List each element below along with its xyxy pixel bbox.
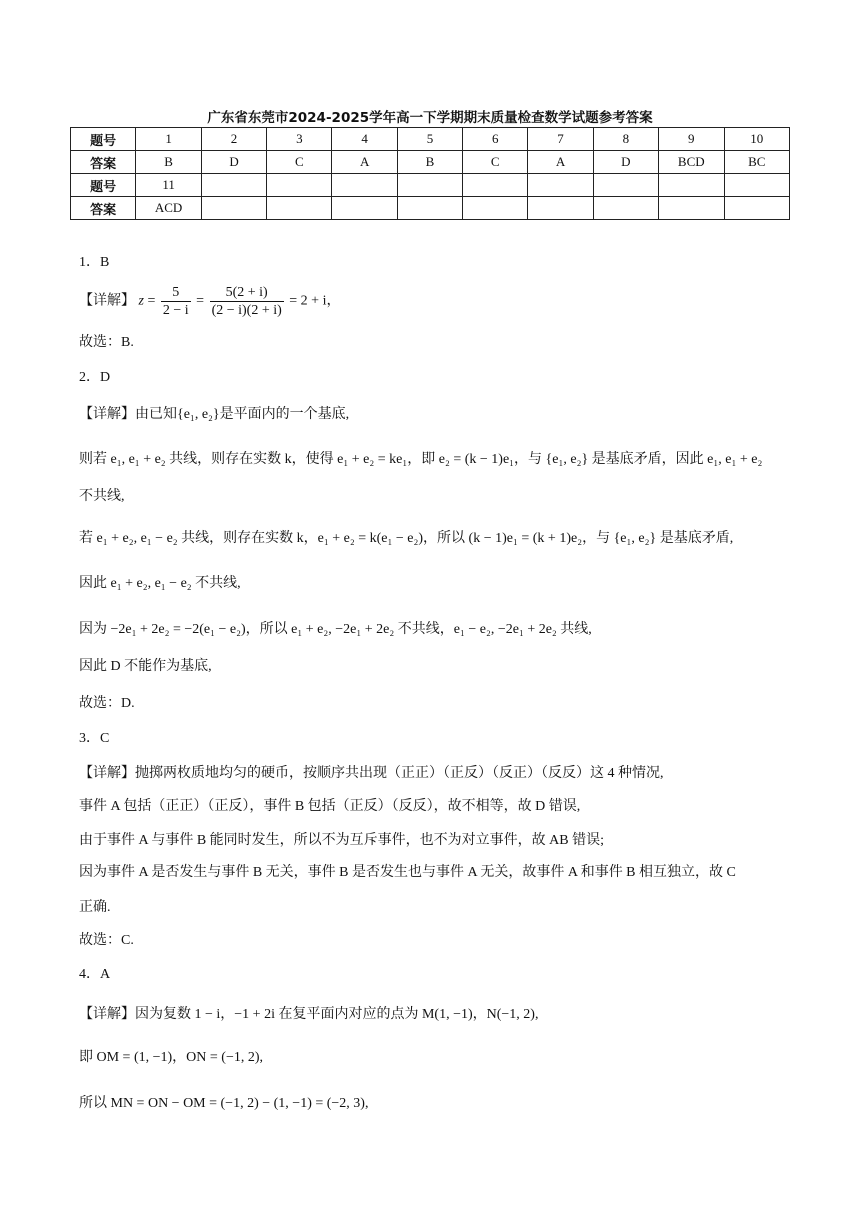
table-cell: 7 <box>528 128 593 151</box>
table-cell: BCD <box>659 151 725 174</box>
table-cell: A <box>332 151 397 174</box>
page-title: 广东省东莞市2024-2025学年高一下学期期末质量检查数学试题参考答案 <box>207 110 653 126</box>
table-cell <box>332 197 397 220</box>
table-cell: 2 <box>201 128 266 151</box>
table-cell: C <box>267 151 332 174</box>
q3-line-3: 由于事件 A 与事件 B 能同时发生，所以不为互斥事件，也不为对立事件，故 AB 错误; <box>79 833 605 848</box>
table-cell <box>659 174 725 197</box>
q4-line-1: 【详解】因为复数 1 − i，−1 + 2i 在复平面内对应的点为 M(1, −1)，N(−1, 2), <box>79 1006 539 1022</box>
table-cell <box>463 197 528 220</box>
table-cell: 11 <box>136 174 202 197</box>
table-row <box>71 128 790 151</box>
table-row <box>71 174 790 197</box>
table-cell <box>201 197 266 220</box>
answer-table <box>70 127 790 220</box>
row-header: 题号 <box>71 128 136 151</box>
table-cell <box>397 197 462 220</box>
table-cell: 3 <box>267 128 332 151</box>
table-cell <box>397 174 462 197</box>
q2-line-5: 因此 e₁ + e₂, e₁ − e₂ 不共线, <box>79 576 241 591</box>
table-cell: 10 <box>724 128 789 151</box>
table-cell <box>463 174 528 197</box>
q3-answer: 3．C <box>79 731 110 746</box>
q2-line-6: 因为 −2e₁ + 2e₂ = −2(e₁ − e₂)，所以 e₁ + e₂, −2e₁ + 2e₂ 不共线，e₁ − e₂, −2e₁ + 2e₂ 共线, <box>79 622 592 637</box>
q2-line-2: 则若 e₁, e₁ + e₂ 共线，则存在实数 k，使得 e₁ + e₂ = ke₁，即 e₂ = (k − 1)e₁，与 {e₁, e₂} 是基底矛盾，因此 e₁, e₁ + e₂ <box>79 452 763 467</box>
row-header: 答案 <box>71 151 136 174</box>
table-cell <box>724 174 789 197</box>
table-cell <box>332 174 397 197</box>
q2-line-4: 若 e₁ + e₂, e₁ − e₂ 共线，则存在实数 k，e₁ + e₂ = k(e₁ − e₂)，所以 (k − 1)e₁ = (k + 1)e₂，与 {e₁, e₂} 是基底矛盾, <box>79 531 734 546</box>
table-cell <box>659 197 725 220</box>
table-cell <box>267 197 332 220</box>
q4-line-3: 所以 MN = ON − OM = (−1, 2) − (1, −1) = (−2, 3), <box>79 1096 369 1111</box>
q1-detail: 【详解】 z = $\frac{5}{2 - i}$ = $\frac{5(2 + i)}{(2 - i)(2 + i)}$ = 2 + i， <box>79 285 341 318</box>
q4-line-2: 即 OM = (1, −1)，ON = (−1, 2), <box>79 1050 264 1065</box>
table-cell: 4 <box>332 128 397 151</box>
table-cell <box>528 174 593 197</box>
table-cell: D <box>201 151 266 174</box>
table-cell: B <box>136 151 202 174</box>
table-cell: B <box>397 151 462 174</box>
row-header: 题号 <box>71 174 136 197</box>
table-cell: BC <box>724 151 789 174</box>
detail-tag: 【详解】 <box>79 765 135 781</box>
fraction: $\frac{5}{2 - i}$ <box>162 285 189 318</box>
q2-line-1: 【详解】由已知{e₁, e₂}是平面内的一个基底, <box>79 406 350 422</box>
q1-answer: 1．B <box>79 255 110 270</box>
table-cell: D <box>593 151 658 174</box>
detail-tag: 【详解】 <box>79 1006 135 1022</box>
table-cell: 6 <box>463 128 528 151</box>
q2-answer: 2．D <box>79 370 111 385</box>
q1-conclusion: 故选：B. <box>79 335 134 350</box>
detail-tag: 【详解】 <box>79 406 135 422</box>
q3-conclusion: 故选：C. <box>79 933 134 948</box>
table-cell <box>201 174 266 197</box>
table-cell: C <box>463 151 528 174</box>
table-cell <box>267 174 332 197</box>
q3-line-2: 事件 A 包括（正正）（正反），事件 B 包括（正反）（反反），故不相等，故 D 错误, <box>79 799 581 814</box>
table-cell <box>593 197 658 220</box>
table-cell <box>593 174 658 197</box>
table-cell: 1 <box>136 128 202 151</box>
row-header: 答案 <box>71 197 136 220</box>
table-row <box>71 151 790 174</box>
q4-answer: 4．A <box>79 967 111 982</box>
q2-line-7: 因此 D 不能作为基底, <box>79 659 212 674</box>
table-cell <box>724 197 789 220</box>
table-cell: 8 <box>593 128 658 151</box>
detail-tag: 【详解】 <box>79 292 135 309</box>
fraction: $\frac{5(2 + i)}{(2 - i)(2 + i)}$ <box>211 285 282 318</box>
table-row <box>71 197 790 220</box>
table-cell: 5 <box>397 128 462 151</box>
q3-line-5: 正确. <box>79 900 111 915</box>
q2-conclusion: 故选：D. <box>79 696 135 711</box>
table-cell: A <box>528 151 593 174</box>
table-cell: 9 <box>659 128 725 151</box>
q3-line-1: 【详解】抛掷两枚质地均匀的硬币，按顺序共出现（正正）（正反）（反正）（反反）这 4 种情况, <box>79 765 664 781</box>
table-cell <box>528 197 593 220</box>
q2-line-3: 不共线, <box>79 489 125 504</box>
q3-line-4: 因为事件 A 是否发生与事件 B 无关，事件 B 是否发生也与事件 A 无关，故事件 A 和事件 B 相互独立，故 C <box>79 865 736 880</box>
table-cell: ACD <box>136 197 202 220</box>
